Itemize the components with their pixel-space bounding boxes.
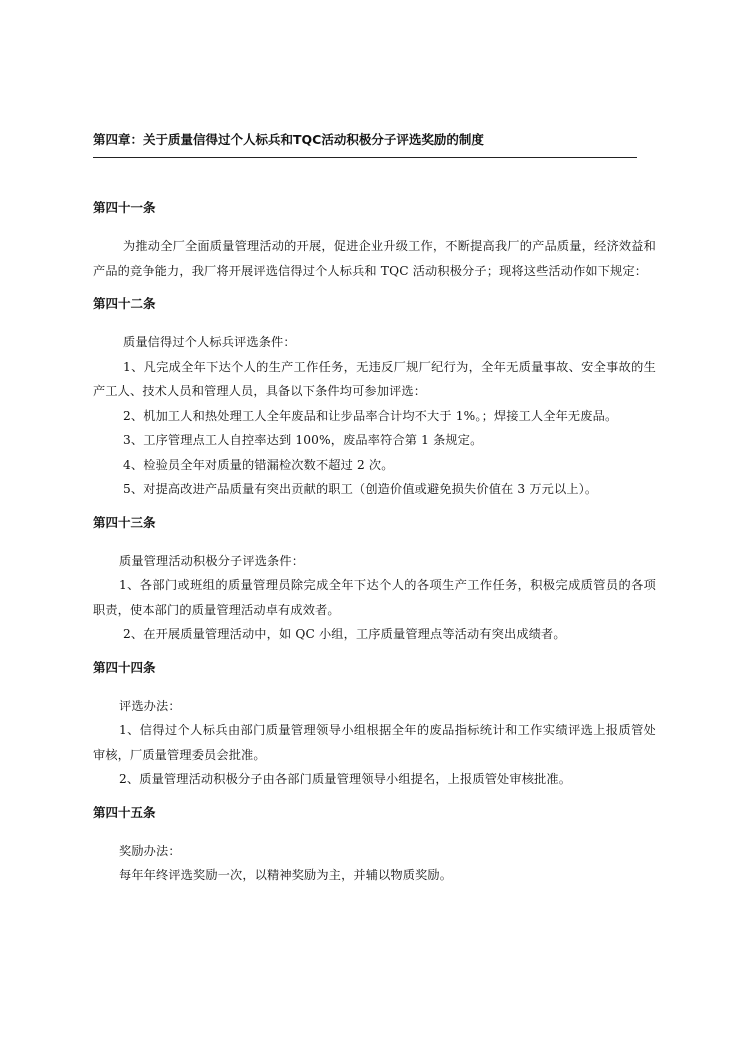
paragraph: 每年年终评选奖励一次，以精神奖励为主，并辅以物质奖励。 [119, 868, 453, 882]
article-heading: 第四十一条 [93, 200, 156, 215]
article-heading: 第四十三条 [93, 514, 156, 530]
article-heading: 第四十二条 [93, 296, 156, 311]
article-45 [93, 801, 656, 888]
title-divider [93, 157, 637, 158]
paragraph: 2、机加工人和热处理工人全年废品和让步品率合计均不大于 1%。；焊接工人全年无废品。 [123, 408, 618, 423]
article-41 [93, 196, 656, 283]
paragraph: 2、在开展质量管理活动中，如 QC 小组，工序质量管理点等活动有突出成绩者。 [123, 627, 566, 641]
article-heading: 第四十五条 [93, 804, 156, 820]
spacer [93, 535, 656, 549]
article-43 [93, 511, 656, 647]
article-44 [93, 656, 656, 792]
paragraph: 1、信得过个人标兵由部门质量管理领导小组根据全年的废品指标统计和工作实绩评选上报质管处审核，厂质量管理委员会批准。 [93, 723, 656, 762]
paragraph: 1、各部门或班组的质量管理员除完成全年下达个人的各项生产工作任务，积极完成质管员的各项职责，使本部门的质量管理活动卓有成效者。 [93, 578, 656, 617]
article-heading: 第四十四条 [93, 659, 156, 675]
paragraph: 为推动全厂全面质量管理活动的开展，促进企业升级工作，不断提高我厂的产品质量，经济效益和产品的竞争能力，我厂将开展评选信得过个人标兵和 TQC 活动积极分子；现将这些活动作如下规定： [93, 239, 656, 278]
spacer [93, 502, 656, 511]
paragraph: 质量管理活动积极分子评选条件： [119, 553, 305, 568]
spacer [93, 316, 656, 330]
paragraph: 1、凡完成全年下达个人的生产工作任务，无违反厂规厂纪行为，全年无质量事故、安全事故的生产工人、技术人员和管理人员，具备以下条件均可参加评选： [93, 359, 656, 398]
spacer [93, 647, 656, 656]
spacer [93, 792, 656, 801]
paragraph: 评选办法： [119, 698, 181, 713]
paragraph: 2、质量管理活动积极分子由各部门质量管理领导小组提名，上报质管处审核批准。 [119, 772, 572, 786]
chapter-title: 第四章：关于质量信得过个人标兵和TQC活动积极分子评选奖励的制度 [93, 132, 484, 147]
spacer [93, 283, 656, 292]
spacer [93, 680, 656, 694]
paragraph: 4、检验员全年对质量的错漏检次数不超过 2 次。 [123, 457, 394, 472]
article-42 [93, 292, 656, 502]
paragraph: 3、工序管理点工人自控率达到 100%，废品率符合第 1 条规定。 [123, 433, 483, 447]
paragraph: 5、对提高改进产品质量有突出贡献的职工（创造价值或避免损失价值在 3 万元以上）。 [123, 482, 598, 496]
paragraph: 质量信得过个人标兵评选条件： [123, 335, 296, 349]
spacer [93, 220, 656, 234]
paragraph: 奖励办法： [119, 843, 181, 858]
spacer [93, 825, 656, 839]
document-body [93, 196, 656, 888]
